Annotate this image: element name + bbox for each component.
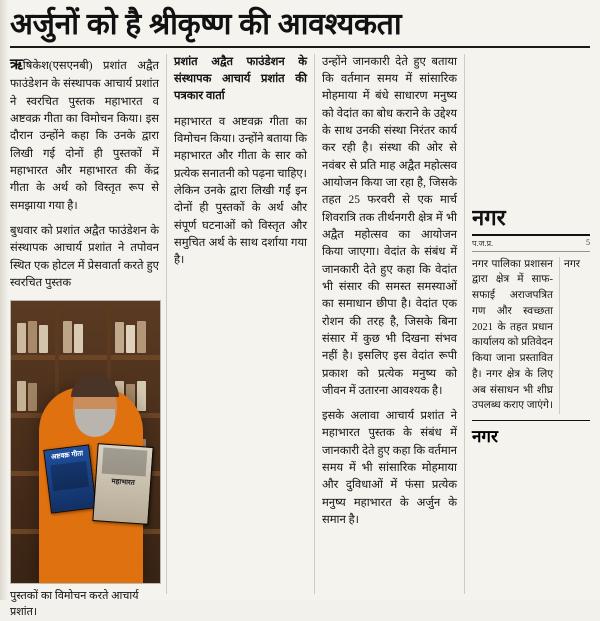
- book-right-title: महाभारत: [111, 478, 135, 488]
- column-three: [314, 54, 464, 594]
- shelf-book: [137, 321, 146, 353]
- sidebar-subline: [472, 238, 590, 252]
- shelf-book: [17, 381, 26, 411]
- standfirst: प्रशांत अद्वैत फाउंडेशन के संस्थापक आचार्य प्रशांत की पत्रकार वार्ता: [174, 55, 307, 103]
- article-photo: [10, 300, 161, 584]
- book-cover-right: [92, 443, 153, 525]
- shelf-book: [74, 324, 83, 353]
- sidebar-columns: [472, 257, 590, 415]
- sidebar-subline-left: प.ज.प्र.: [472, 238, 494, 248]
- sidebar-section: [464, 54, 590, 594]
- book-right-art: [102, 448, 147, 477]
- column-one: [10, 54, 166, 619]
- person-hair: [71, 375, 119, 397]
- paragraph: ऋषिकेश(एसएनबी) प्रशांत अद्वैत फाउंडेशन के संस्थापक आचार्य प्रशांत ने स्वरचित पुस्तक महाभारत व अष्टवक्र गीता का विमोचन किया। इस दौरान उन्होंने कहा कि उनके द्वारा लिखी गई दोनों ही पुस्तकों में महाभारत और महाभारत की केंद्र गीता के अर्थ को विस्तृत रूप से समझाया गया है।: [10, 56, 159, 212]
- shelf-book: [28, 383, 37, 411]
- paragraph: उन्होंने जानकारी देते हुए बताया कि वर्तमान समय में सांसारिक मोहमाया में बंधे साधारण मनुष्य को वेदांत का बोध कराने के उद्देश्य के साथ उनकी संस्था निरंतर कार्य कर रही है। संस्था की ओर से नवंबर से प्रति माह अद्वैत महोत्सव आयोजन किया जा रहा है, जिसके तहत 25 फरवरी से एक मार्च शिवरात्रि तक तीर्थनगरी क्षेत्र में भी अद्वैत महोत्सव का आयोजन किया जाएगा। वेदांत के संबंध में जानकारी देते हुए कहा कि वेदांत भी संसार की समस्त समस्याओं का समाधान छीपा है। वेदांत एक रोशन की तरह है, जिसके बिना संसार में कुछ भी दिखना संभव नहीं है। इसलिए इस वेदांत रूपी प्रकाश को प्रत्येक मनुष्य को जीवन में उतारना आवश्यक है।: [322, 55, 457, 397]
- shelf-book: [115, 322, 124, 353]
- sidebar-bottom-title: नगर: [472, 420, 590, 447]
- shelf-book: [39, 325, 48, 353]
- shelf-book: [63, 321, 72, 353]
- column-two: [166, 54, 314, 594]
- article-columns: [10, 54, 590, 619]
- paragraph: बुधवार को प्रशांत अद्वैत फाउंडेशन के संस्थापक आचार्य प्रशांत ने तपोवन स्थित एक होटल में प्रेसवार्ता करते हुए स्वरचित पुस्तक: [10, 225, 159, 289]
- paragraph: इसके अलावा आचार्य प्रशांत ने महाभारत पुस्तक के संबंध में जानकारी देते हुए कहा कि वर्तमान समय में भी सांसारिक मोहमाया और दुविधाओं में फंसा प्रत्येक मनुष्य महाभारत के अर्जुन के समान है।: [322, 410, 457, 527]
- book-cover-left: [43, 445, 96, 514]
- page-edge-shadow: [0, 0, 9, 600]
- shelf: [11, 355, 160, 360]
- shelf-book: [17, 323, 26, 353]
- paragraph: महाभारत व अष्टवक्र गीता का विमोचन किया। उन्होंने बताया कि महाभारत और गीता के सार को प्रत्येक सनातनी को पढ़ना चाहिए। लेकिन उनके द्वारा लिखी गईं इन दोनों ही पुस्तकों के अर्थ और संपूर्ण घटनाओं को विस्तृत और समुचित अर्थ के साथ दर्शाया गया है।: [174, 115, 307, 267]
- shelf-book: [126, 325, 135, 353]
- sidebar-masthead: नगर: [472, 202, 590, 236]
- sidebar-body: नगर पालिका प्रशासन द्वारा क्षेत्र में साफ-सफाई अराजपत्रित गण और स्वच्छता 2021 के तहत प्रधान कार्यालय को प्रतिवेदन किया जाना प्रस्तावित है। नगर क्षेत्र के लिए अब संसाधन भी शीघ्र उपलब्ध कराए जाएंगे।: [472, 258, 553, 412]
- shelf-book: [28, 321, 37, 353]
- shelf-book: [137, 381, 146, 411]
- page-title: अर्जुनों को है श्रीकृष्ण की आवश्यकता: [10, 8, 402, 41]
- sidebar-narrow-column: नगर: [559, 257, 590, 415]
- book-left-title: अष्टवक्र गीता: [50, 450, 84, 462]
- book-left-art: [51, 461, 89, 491]
- sidebar-subline-right: 5: [586, 237, 590, 247]
- headline-container: [10, 8, 590, 48]
- photo-caption: पुस्तकों का विमोचन करते आचार्य प्रशांत।: [10, 590, 139, 619]
